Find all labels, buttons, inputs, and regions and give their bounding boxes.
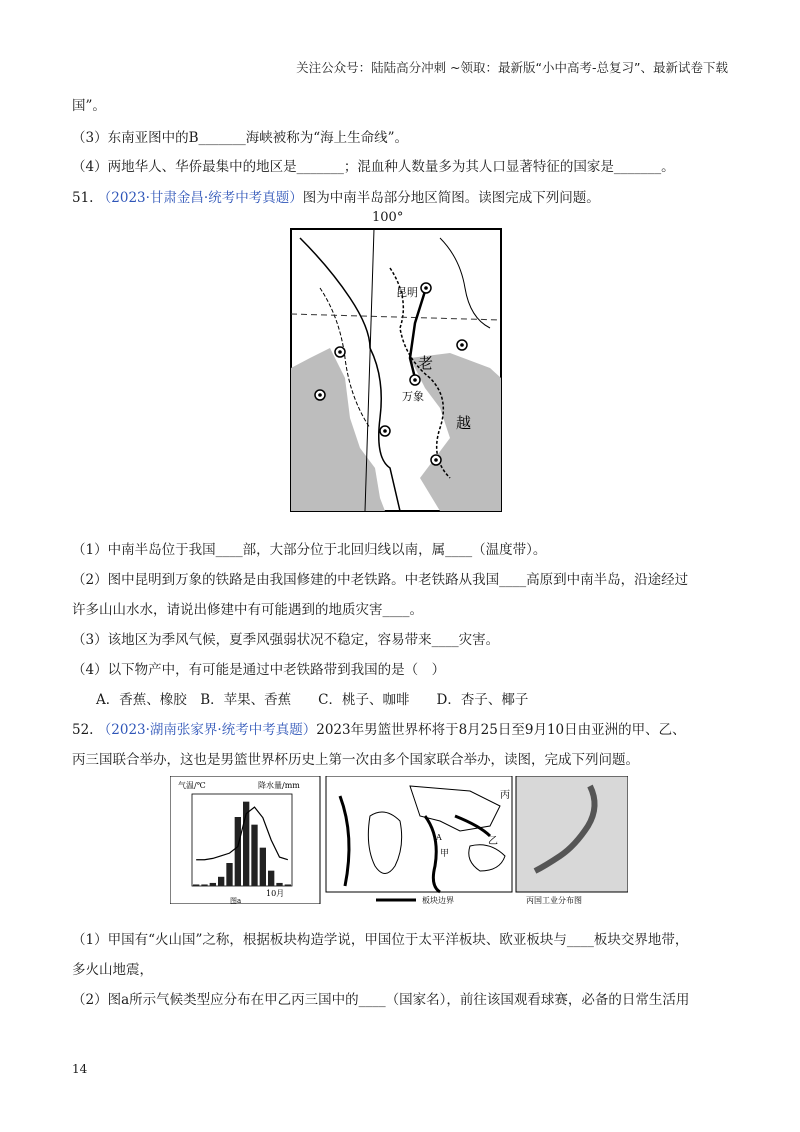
precip-bar xyxy=(235,817,241,886)
point-a-label: A xyxy=(436,833,442,842)
text-line: 丙三国联合举办，这也是男篮世界杯历史上第一次由多个国家联合举办，读图，完成下列问题。 xyxy=(72,752,639,768)
precip-bar xyxy=(276,883,282,886)
japan-industry-map xyxy=(516,776,628,904)
industry-map-caption: 丙国工业分布图 xyxy=(526,896,582,904)
text-line: 多火山地震， xyxy=(72,962,153,978)
question-text: 2023年男篮世界杯将于8月25日至9月10日由亚洲的甲、乙、 xyxy=(316,722,686,738)
country-jia-label: 甲 xyxy=(440,849,450,859)
laos-label: 老 xyxy=(418,354,434,372)
month-label: 10月 xyxy=(266,889,285,898)
vietnam-label: 越 xyxy=(456,414,472,432)
text-line: （3）东南亚图中的B_______海峡被称为“海上生命线”。 xyxy=(72,130,409,146)
precip-bar xyxy=(226,863,232,886)
precip-bar xyxy=(201,884,207,886)
text-line: （1）甲国有“火山国”之称，根据板块构造学说，甲国位于太平洋板块、欧亚板块与____板块交界地带， xyxy=(72,932,689,948)
longitude-label: 100° xyxy=(372,210,404,225)
kunming-label: 昆明 xyxy=(396,286,418,299)
page-number: 14 xyxy=(72,1062,88,1076)
precip-bar xyxy=(285,884,291,886)
country-bing-label: 丙 xyxy=(500,790,510,801)
text-line: （1）中南半岛位于我国____部，大部分位于北回归线以南，属____（温度带）。 xyxy=(72,542,547,558)
fig-a-label: 图a xyxy=(230,897,242,904)
question-number: 51. xyxy=(72,190,94,206)
text-line: （2）图中昆明到万象的铁路是由我国修建的中老铁路。中老铁路从我国____高原到中南半岛，沿途经过 xyxy=(72,572,689,588)
precip-axis-label: 降水量/mm xyxy=(258,781,300,790)
country-yi-label: 乙 xyxy=(488,836,498,847)
precip-bar xyxy=(260,848,266,886)
precip-bar xyxy=(193,884,199,886)
indochina-map xyxy=(290,228,502,512)
text-line: 国”。 xyxy=(72,98,106,114)
precip-bar xyxy=(251,825,257,886)
question-51-heading xyxy=(72,188,600,208)
precip-bar xyxy=(218,877,224,886)
question-source: （2023·湖南张家界·统考中考真题） xyxy=(97,722,317,738)
figure-panel xyxy=(170,776,628,904)
question-text: 图为中南半岛部分地区简图。读图完成下列问题。 xyxy=(302,190,600,206)
text-line: 许多山山水水，请说出修建中有可能遇到的地质灾害____。 xyxy=(72,602,423,618)
question-52-heading xyxy=(72,720,686,740)
text-line: （4）两地华人、华侨最集中的地区是_______；混血种人数量多为其人口显著特征的国家是_______。 xyxy=(72,159,675,175)
plate-legend-label: 板块边界 xyxy=(422,896,454,904)
text-line: （2）图a所示气候类型应分布在甲乙丙三国中的____（国家名），前往该国观看球赛，必备的日常生活用 xyxy=(72,992,690,1008)
precip-bar xyxy=(210,883,216,886)
text-line: （4）以下物产中，有可能是通过中老铁路带到我国的是（ ） xyxy=(72,662,446,678)
answer-options: A．香蕉、橡胶 B．苹果、香蕉 C．桃子、咖啡 D．杏子、椰子 xyxy=(96,692,529,708)
precip-bar xyxy=(268,871,274,886)
page-header: 关注公众号：陆陆高分冲刺 ~领取：最新版“小中高考-总复习”、最新试卷下载 xyxy=(296,60,728,75)
text-line: （3）该地区为季风气候，夏季风强弱状况不稳定，容易带来____灾害。 xyxy=(72,632,500,648)
question-number: 52. xyxy=(72,722,94,738)
wanxiang-label: 万象 xyxy=(402,390,424,403)
temp-axis-label: 气温/℃ xyxy=(178,781,206,790)
world-plate-map xyxy=(326,776,512,904)
question-source: （2023·甘肃金昌·统考中考真题） xyxy=(97,190,303,206)
climate-chart xyxy=(170,776,320,904)
